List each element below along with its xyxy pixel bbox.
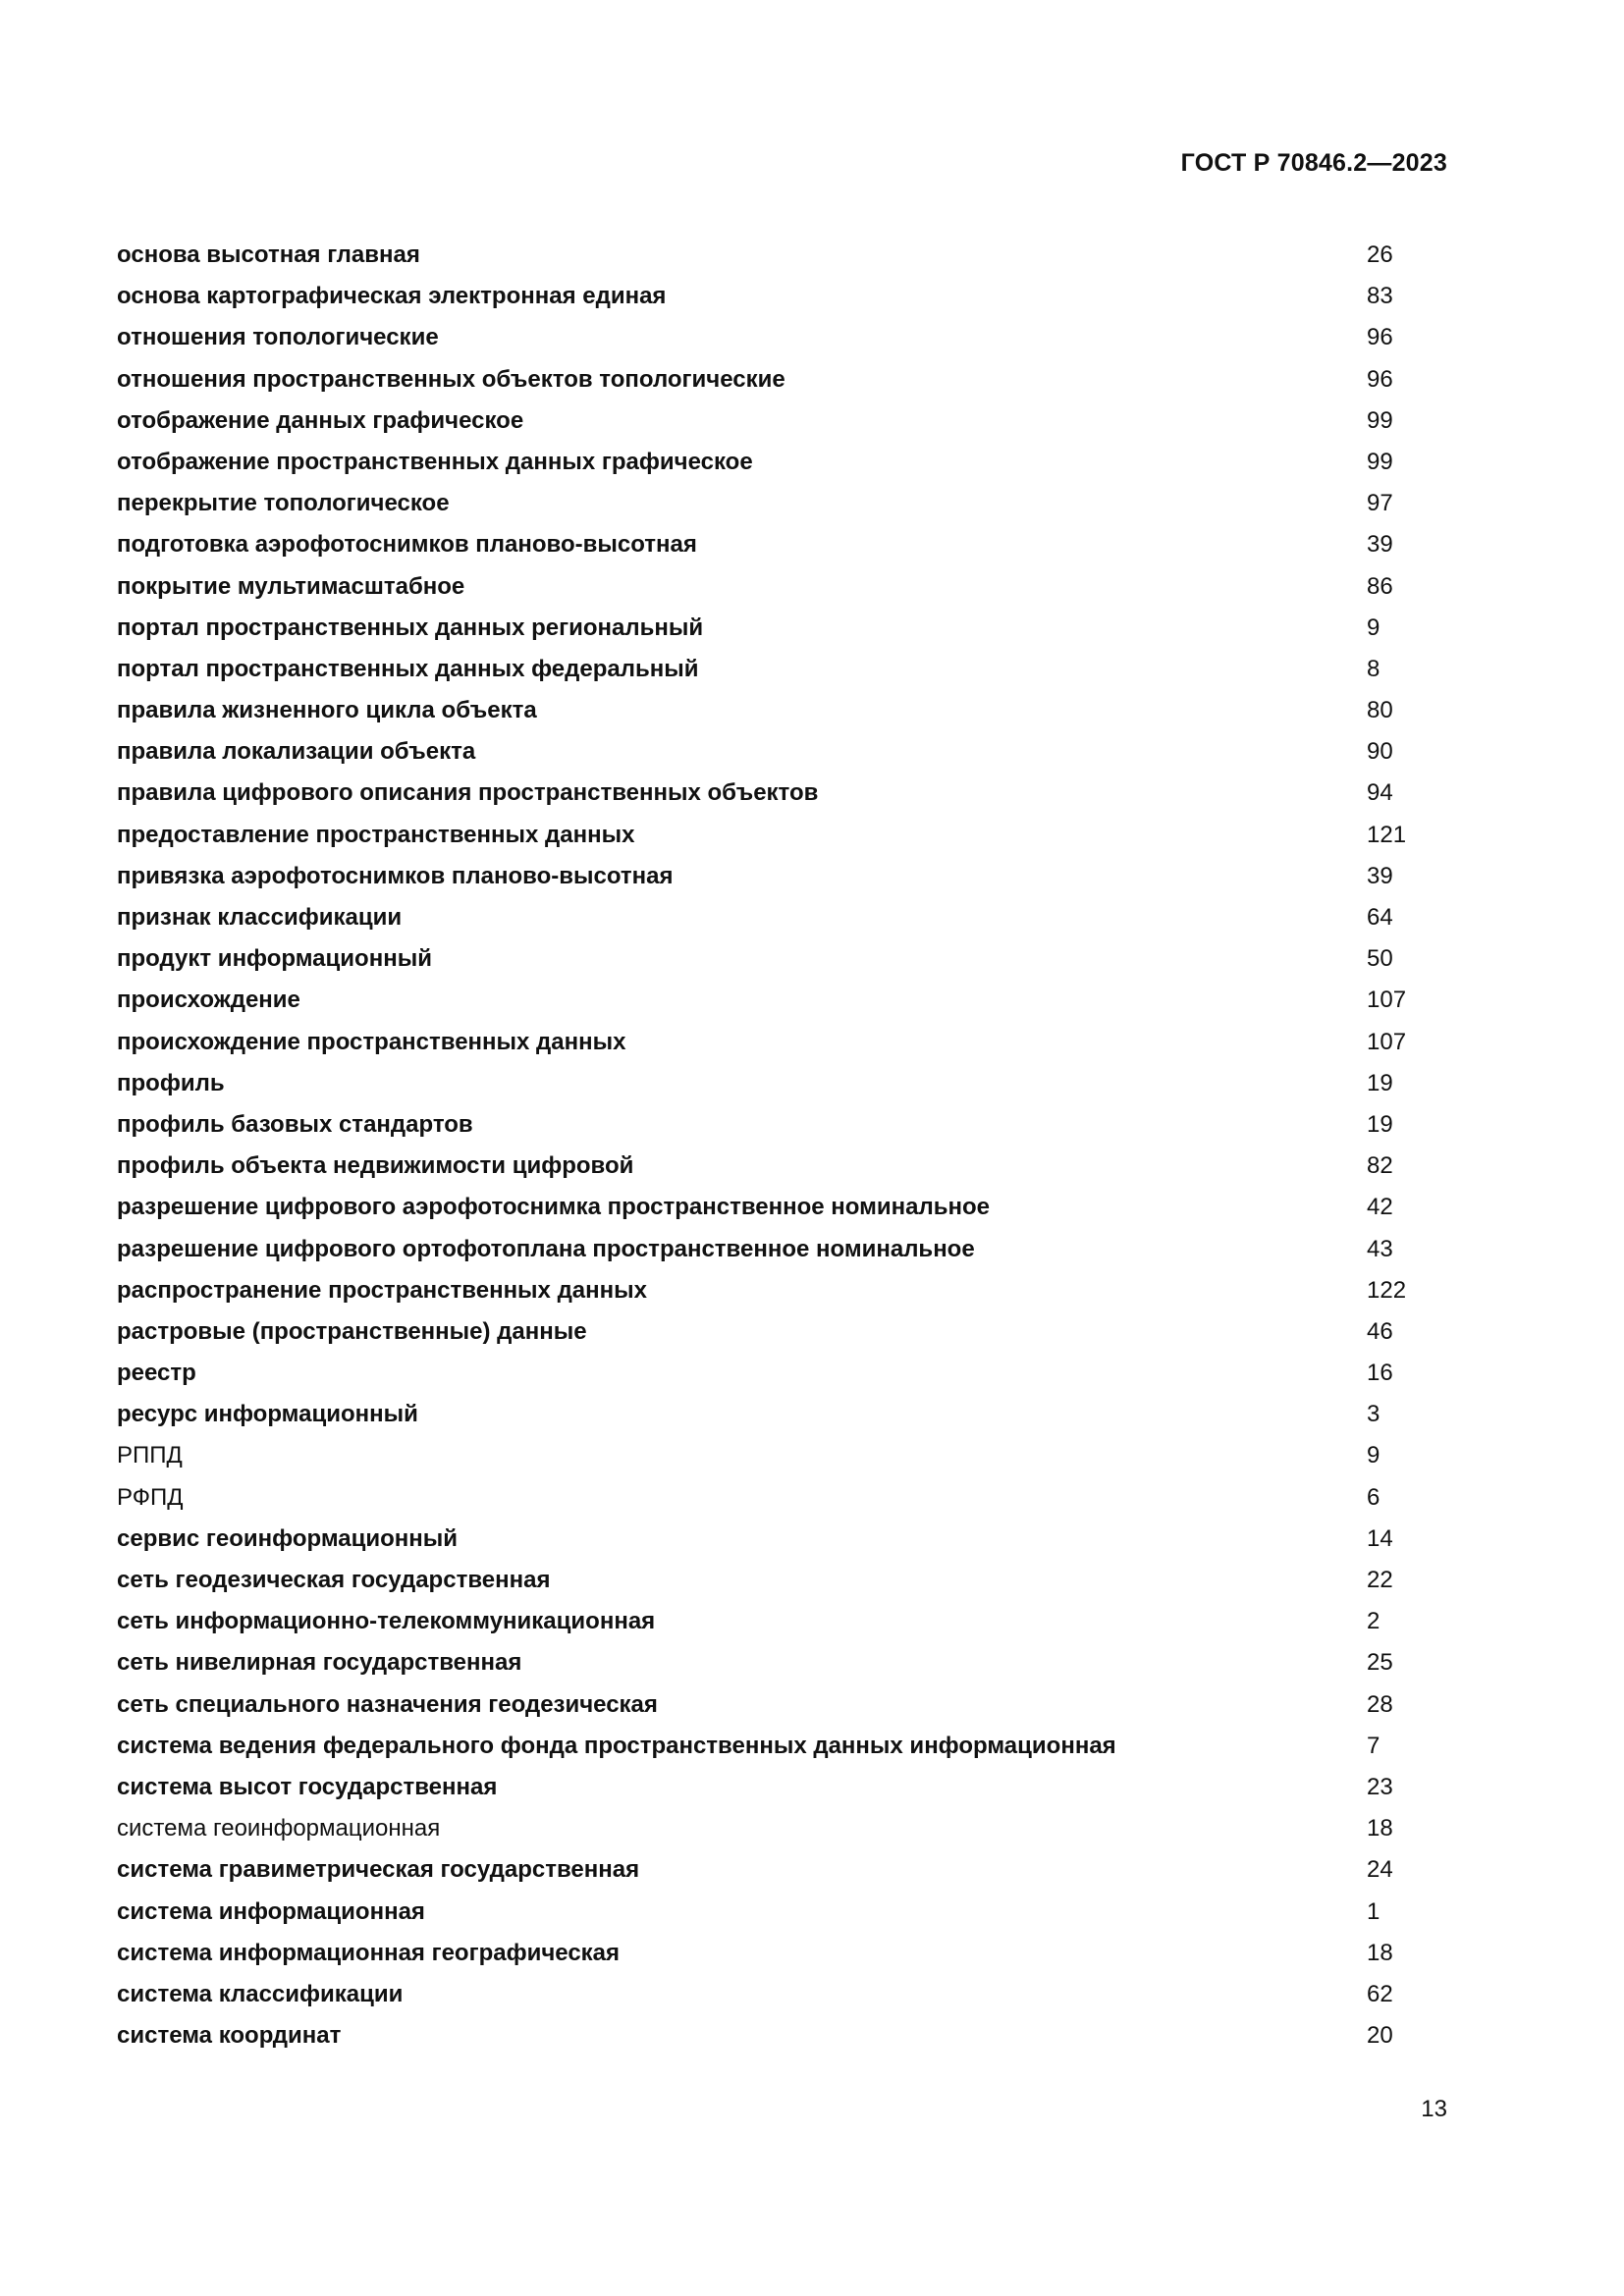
index-term-reference: 7 — [1367, 1732, 1380, 1759]
index-entry — [117, 1980, 1413, 2021]
index-term: профиль объекта недвижимости цифровой — [117, 1152, 634, 1180]
index-term-reference: 82 — [1367, 1152, 1393, 1180]
index-term: система гравиметрическая государственная — [117, 1856, 640, 1884]
index-term-reference: 86 — [1367, 572, 1393, 600]
index-term-reference: 28 — [1367, 1690, 1393, 1718]
index-entry — [117, 944, 1413, 986]
index-entry — [117, 614, 1413, 655]
index-term: привязка аэрофотоснимков планово-высотная — [117, 862, 674, 889]
index-entry — [117, 778, 1413, 820]
index-term: основа высотная главная — [117, 241, 420, 268]
index-entry — [117, 572, 1413, 614]
index-term-reference: 107 — [1367, 987, 1407, 1014]
index-entry — [117, 903, 1413, 944]
index-entry — [117, 1607, 1413, 1648]
index-entry — [117, 2021, 1413, 2062]
index-term: подготовка аэрофотоснимков планово-высотная — [117, 531, 697, 559]
index-entry — [117, 737, 1413, 778]
index-term: сеть геодезическая государственная — [117, 1567, 551, 1593]
index-entry — [117, 1648, 1413, 1689]
index-term: правила цифрового описания пространственных объектов — [117, 779, 819, 807]
index-entry — [117, 530, 1413, 571]
index-entry — [117, 1235, 1413, 1276]
index-term-reference: 2 — [1367, 1608, 1380, 1635]
index-term-reference: 14 — [1367, 1524, 1393, 1552]
index-term-reference: 25 — [1367, 1649, 1393, 1677]
index-term-reference: 18 — [1367, 1815, 1393, 1842]
index-entry — [117, 1939, 1413, 1980]
index-term: сеть информационно-телекоммуникационная — [117, 1608, 656, 1635]
index-term-reference: 26 — [1367, 241, 1393, 268]
index-term-reference: 18 — [1367, 1939, 1393, 1966]
index-term-reference: 6 — [1367, 1483, 1380, 1511]
index-entry — [117, 1524, 1413, 1566]
index-term: система геоинформационная — [117, 1815, 441, 1842]
index-term-reference: 99 — [1367, 406, 1393, 434]
index-term: система координат — [117, 2022, 342, 2050]
index-entry — [117, 489, 1413, 530]
index-entry — [117, 1483, 1413, 1524]
index-entry — [117, 821, 1413, 862]
index-term: портал пространственных данных федеральный — [117, 655, 699, 682]
index-term-reference: 23 — [1367, 1773, 1393, 1800]
index-entry — [117, 448, 1413, 489]
index-term-reference: 83 — [1367, 283, 1393, 310]
index-term-reference: 3 — [1367, 1401, 1380, 1428]
index-term: сеть специального назначения геодезическая — [117, 1690, 658, 1718]
index-term-reference: 43 — [1367, 1235, 1393, 1262]
index-entry — [117, 862, 1413, 903]
index-term-reference: 80 — [1367, 697, 1393, 724]
index-term: правила локализации объекта — [117, 738, 476, 766]
index-term-reference: 39 — [1367, 531, 1393, 559]
index-term: растровые (пространственные) данные — [117, 1317, 587, 1345]
index-term: отношения пространственных объектов топологические — [117, 365, 785, 393]
index-entry — [117, 1441, 1413, 1482]
index-term: разрешение цифрового аэрофотоснимка пространственное номинальное — [117, 1194, 990, 1221]
index-term: профиль — [117, 1069, 225, 1096]
index-entry — [117, 1773, 1413, 1814]
index-term: система информационная географическая — [117, 1939, 621, 1966]
index-term-reference: 64 — [1367, 904, 1393, 931]
index-term: реестр — [117, 1360, 196, 1387]
index-entry — [117, 1855, 1413, 1896]
index-entry — [117, 1069, 1413, 1110]
index-term-reference: 19 — [1367, 1069, 1393, 1096]
index-term-reference: 19 — [1367, 1110, 1393, 1138]
index-term: система высот государственная — [117, 1773, 498, 1800]
index-term-reference: 39 — [1367, 862, 1393, 889]
index-entry — [117, 1732, 1413, 1773]
index-entry — [117, 1028, 1413, 1069]
index-term: РФПД — [117, 1483, 184, 1511]
index-term-reference: 16 — [1367, 1360, 1393, 1387]
index-term: происхождение пространственных данных — [117, 1028, 626, 1055]
index-entry — [117, 282, 1413, 323]
index-term-reference: 1 — [1367, 1897, 1380, 1925]
index-entry — [117, 1690, 1413, 1732]
index-entry — [117, 1110, 1413, 1151]
index-entry — [117, 1317, 1413, 1359]
index-term: ресурс информационный — [117, 1401, 418, 1428]
index-term-reference: 8 — [1367, 655, 1380, 682]
index-term-reference: 62 — [1367, 1980, 1393, 2007]
index-term: основа картографическая электронная единая — [117, 283, 667, 310]
index-term: отношения топологические — [117, 324, 439, 351]
index-term-reference: 94 — [1367, 779, 1393, 807]
index-term: перекрытие топологическое — [117, 490, 450, 517]
index-term: правила жизненного цикла объекта — [117, 697, 537, 724]
index-term-reference: 24 — [1367, 1856, 1393, 1884]
index-term: система ведения федерального фонда пространственных данных информационная — [117, 1732, 1116, 1759]
index-term: портал пространственных данных региональный — [117, 614, 704, 641]
index-term: сеть нивелирная государственная — [117, 1649, 522, 1677]
index-term: происхождение — [117, 987, 300, 1014]
index-entry — [117, 1814, 1413, 1855]
index-term-reference: 121 — [1367, 821, 1407, 848]
index-term-reference: 9 — [1367, 1442, 1380, 1469]
index-term: отображение пространственных данных графическое — [117, 448, 753, 475]
index-term: РППД — [117, 1442, 183, 1469]
index-term: система информационная — [117, 1897, 425, 1925]
index-entry — [117, 1151, 1413, 1193]
index-entry — [117, 1276, 1413, 1317]
page-number: 13 — [1421, 2096, 1447, 2122]
index-term-reference: 96 — [1367, 365, 1393, 393]
alphabetical-index-list — [117, 240, 1413, 2062]
index-term: покрытие мультимасштабное — [117, 572, 465, 600]
index-entry — [117, 1400, 1413, 1441]
index-entry — [117, 406, 1413, 448]
index-term-reference: 107 — [1367, 1028, 1407, 1055]
index-term-reference: 90 — [1367, 738, 1393, 766]
index-entry — [117, 323, 1413, 364]
index-term-reference: 20 — [1367, 2022, 1393, 2050]
index-term-reference: 97 — [1367, 490, 1393, 517]
index-entry — [117, 1193, 1413, 1234]
index-term: разрешение цифрового ортофотоплана пространственное номинальное — [117, 1235, 975, 1262]
index-entry — [117, 986, 1413, 1027]
index-entry — [117, 1897, 1413, 1939]
index-term: продукт информационный — [117, 945, 432, 973]
index-term-reference: 99 — [1367, 448, 1393, 475]
index-term: профиль базовых стандартов — [117, 1110, 473, 1138]
index-term: признак классификации — [117, 904, 403, 931]
index-term-reference: 46 — [1367, 1317, 1393, 1345]
index-entry — [117, 1566, 1413, 1607]
index-term-reference: 42 — [1367, 1194, 1393, 1221]
index-entry — [117, 240, 1413, 282]
index-term-reference: 22 — [1367, 1567, 1393, 1593]
index-entry — [117, 696, 1413, 737]
index-term: сервис геоинформационный — [117, 1524, 459, 1552]
index-term: система классификации — [117, 1980, 404, 2007]
index-term-reference: 50 — [1367, 945, 1393, 973]
index-term: распространение пространственных данных — [117, 1276, 647, 1304]
index-entry — [117, 365, 1413, 406]
index-term-reference: 122 — [1367, 1276, 1407, 1304]
index-term: предоставление пространственных данных — [117, 821, 635, 848]
document-code-header: ГОСТ Р 70846.2—2023 — [1180, 149, 1447, 177]
index-term: отображение данных графическое — [117, 406, 524, 434]
index-entry — [117, 1359, 1413, 1400]
index-entry — [117, 655, 1413, 696]
index-term-reference: 9 — [1367, 614, 1380, 641]
index-term-reference: 96 — [1367, 324, 1393, 351]
